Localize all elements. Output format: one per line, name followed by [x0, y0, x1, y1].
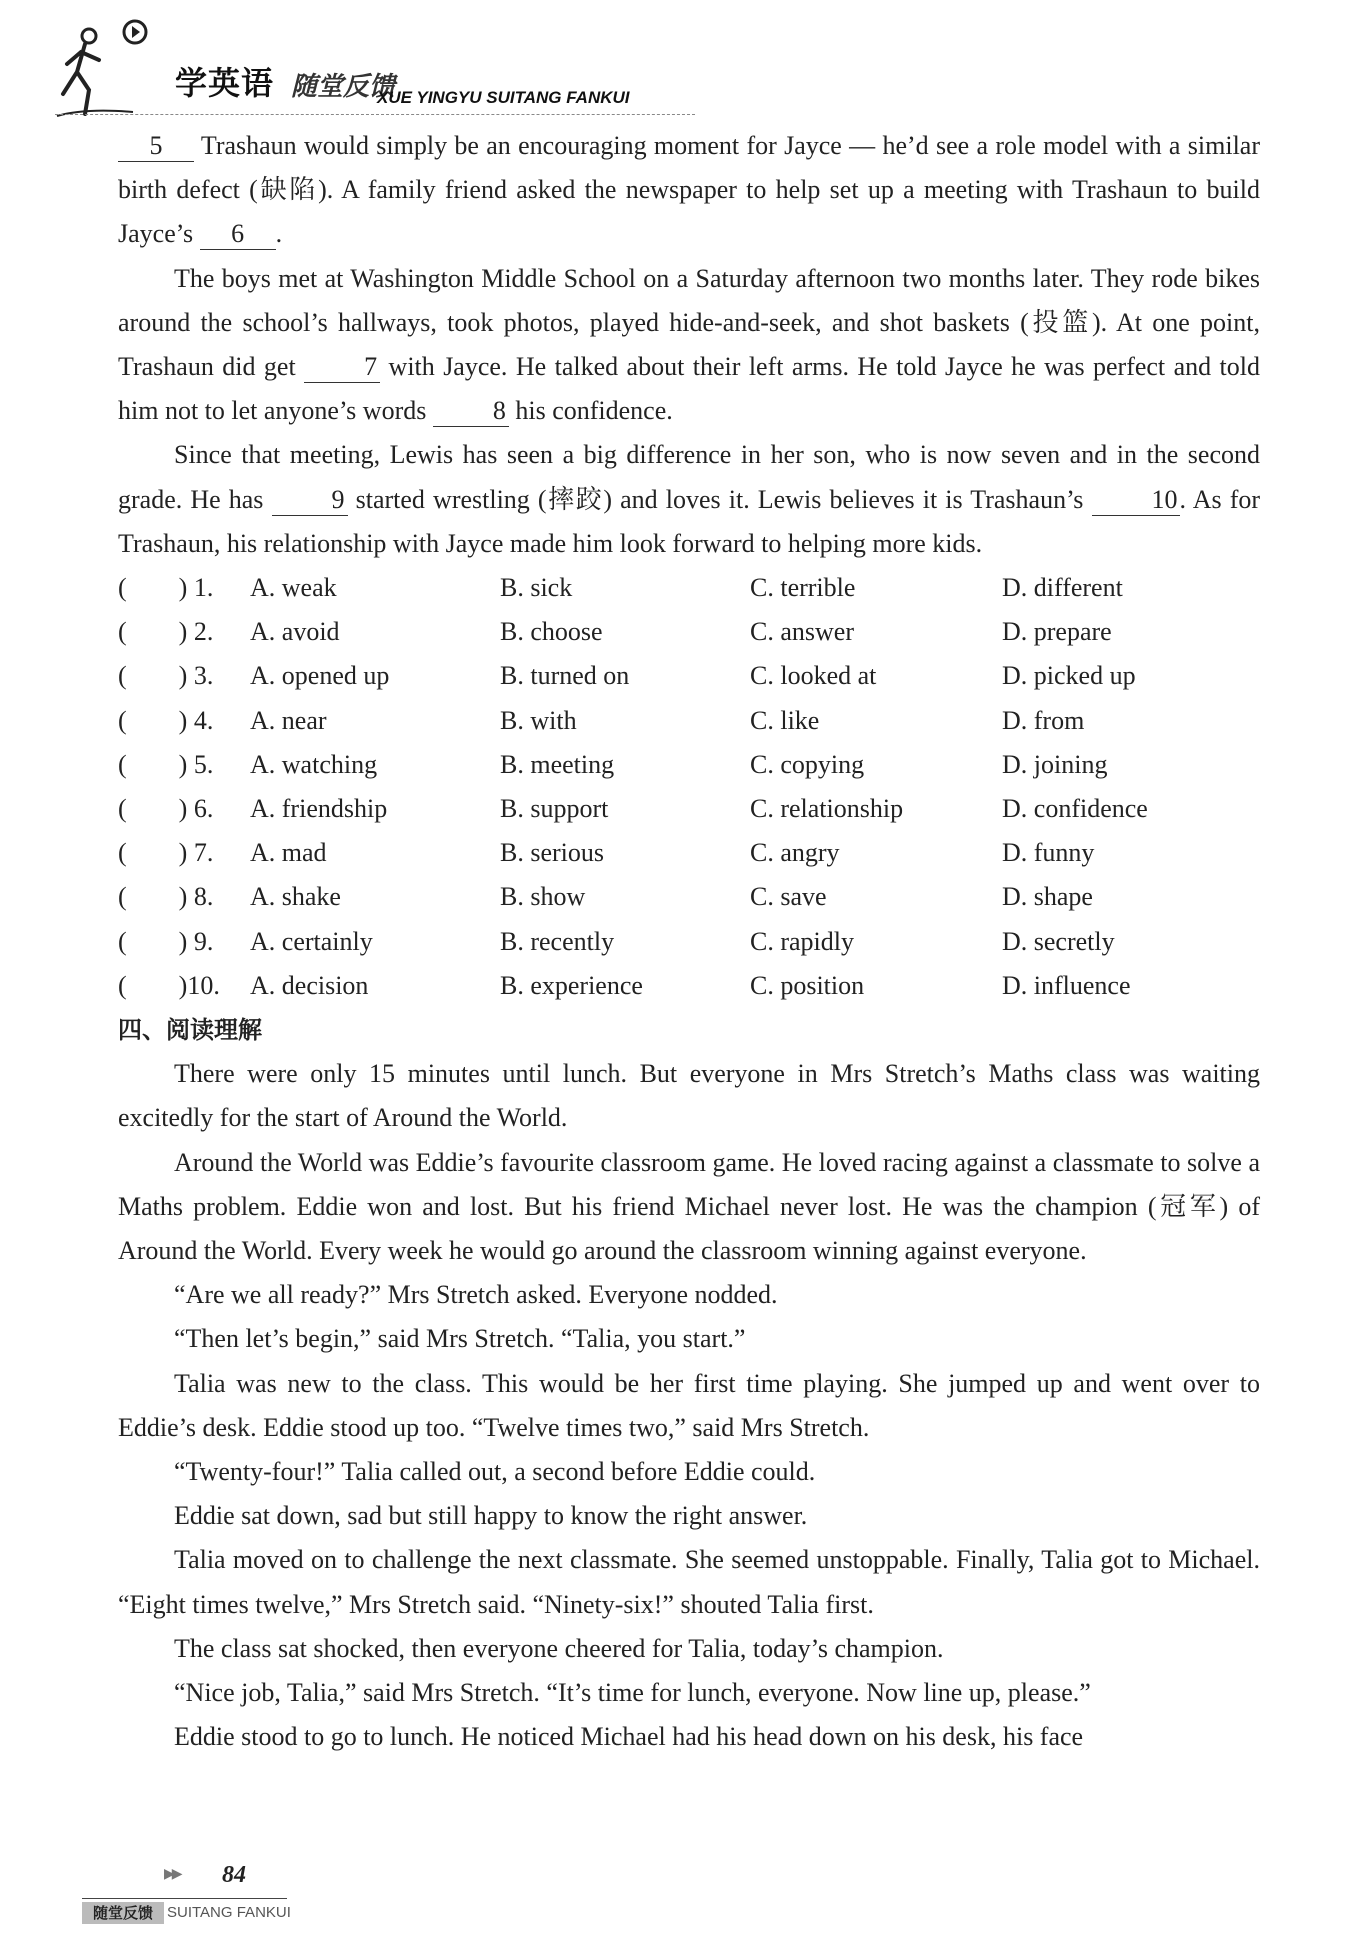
- header-title: 学英语: [175, 64, 275, 102]
- options-list: [118, 566, 1260, 1008]
- blank-8: 8: [433, 396, 509, 427]
- page-number: 84: [222, 1862, 246, 1888]
- footer-label: 随堂反馈: [82, 1902, 164, 1924]
- option-b: B. serious: [500, 838, 604, 868]
- option-d: D. influence: [1002, 970, 1131, 1000]
- option-d: D. funny: [1002, 838, 1095, 868]
- option-a: A. opened up: [250, 661, 390, 691]
- option-row: [118, 654, 1260, 698]
- option-a: A. near: [250, 705, 327, 735]
- option-a: A. avoid: [250, 617, 340, 647]
- passage-paragraph-3: [118, 433, 1260, 566]
- option-c: C. looked at: [750, 661, 877, 691]
- option-d: D. from: [1002, 705, 1085, 735]
- passage-text: .: [275, 219, 283, 249]
- question-number: ( )10.: [118, 970, 220, 1000]
- reading-paragraph: “Then let’s begin,” said Mrs Stretch. “Talia, you start.”: [174, 1324, 746, 1354]
- option-b: B. recently: [500, 926, 615, 956]
- option-b: B. meeting: [500, 749, 615, 779]
- blank-9: 9: [272, 485, 348, 516]
- passage-text: Since that meeting, Lewis has seen a big difference in her son, who is now seven and in the second grade. He has: [118, 440, 1260, 514]
- passage-text: with Jayce. He talked about their left arms. He told Jayce he was perfect and told him not to let anyone’s words: [118, 352, 1261, 426]
- option-c: C. save: [750, 882, 827, 912]
- blank-7: 7: [304, 352, 380, 383]
- option-a: A. decision: [250, 970, 369, 1000]
- option-c: C. position: [750, 970, 865, 1000]
- question-number: ( ) 3.: [118, 661, 214, 691]
- reading-paragraph: Eddie sat down, sad but still happy to know the right answer.: [174, 1501, 808, 1531]
- option-b: B. choose: [500, 617, 603, 647]
- option-row: [118, 964, 1260, 1008]
- passage-paragraph-2: [118, 257, 1260, 434]
- passage-text: Trashaun would simply be an encouraging moment for Jayce — he’d see a role model with a similar birth defect (缺陷). A family friend asked the newspaper to help set up a meeting with Trashaun to build Jayce’s: [118, 131, 1260, 249]
- question-number: ( ) 1.: [118, 573, 214, 603]
- option-a: A. friendship: [250, 793, 388, 823]
- reading-paragraph: “Twenty-four!” Talia called out, a second before Eddie could.: [174, 1456, 816, 1486]
- page-header: [55, 14, 1305, 124]
- option-c: C. answer: [750, 617, 854, 647]
- passage-paragraph-1: [118, 124, 1260, 257]
- option-c: C. rapidly: [750, 926, 854, 956]
- option-d: D. confidence: [1002, 793, 1148, 823]
- page-content: [118, 124, 1260, 1759]
- option-b: B. show: [500, 882, 586, 912]
- question-number: ( ) 9.: [118, 926, 214, 956]
- header-pinyin: XUE YINGYU SUITANG FANKUI: [377, 88, 630, 107]
- reading-paragraph: “Nice job, Talia,” said Mrs Stretch. “It’s time for lunch, everyone. Now line up, please.”: [174, 1677, 1091, 1707]
- blank-10: 10: [1092, 485, 1180, 516]
- footer-pinyin: SUITANG FANKUI: [167, 1904, 291, 1921]
- option-row: [118, 831, 1260, 875]
- question-number: ( ) 7.: [118, 838, 214, 868]
- option-c: C. copying: [750, 749, 865, 779]
- option-row: [118, 743, 1260, 787]
- option-d: D. secretly: [1002, 926, 1115, 956]
- reading-paragraph: Talia moved on to challenge the next classmate. She seemed unstoppable. Finally, Talia got to Michael. “Eight times twelve,” Mrs Stretch said. “Ninety-six!” shouted Talia first.: [118, 1545, 1260, 1619]
- option-d: D. prepare: [1002, 617, 1112, 647]
- reading-paragraph: Eddie stood to go to lunch. He noticed Michael had his head down on his desk, his face: [174, 1722, 1084, 1752]
- option-c: C. terrible: [750, 573, 856, 603]
- option-d: D. different: [1002, 573, 1123, 603]
- option-d: D. joining: [1002, 749, 1108, 779]
- option-b: B. with: [500, 705, 577, 735]
- option-b: B. turned on: [500, 661, 630, 691]
- question-number: ( ) 5.: [118, 749, 214, 779]
- header-subtitle: 随堂反馈: [291, 72, 396, 102]
- option-d: D. shape: [1002, 882, 1093, 912]
- page-footer: [82, 1862, 302, 1922]
- passage-text: The boys met at Washington Middle School on a Saturday afternoon two months later. They rode bikes around the school’s hallways, took photos, played hide-and-seek, and shot baskets (投篮). At one point, Trashaun did get: [118, 263, 1260, 382]
- option-b: B. sick: [500, 573, 573, 603]
- reading-paragraph: “Are we all ready?” Mrs Stretch asked. Everyone nodded.: [174, 1280, 778, 1310]
- passage-text: . As for Trashaun, his relationship with Jayce made him look forward to helping more kids.: [118, 484, 1261, 558]
- option-a: A. shake: [250, 882, 341, 912]
- option-c: C. angry: [750, 838, 840, 868]
- option-d: D. picked up: [1002, 661, 1136, 691]
- reading-paragraph: Talia was new to the class. This would be her first time playing. She jumped up and went over to Eddie’s desk. Eddie stood up too. “Twelve times two,” said Mrs Stretch.: [118, 1368, 1260, 1442]
- question-number: ( ) 2.: [118, 617, 214, 647]
- option-b: B. experience: [500, 970, 643, 1000]
- question-number: ( ) 8.: [118, 882, 214, 912]
- option-c: C. like: [750, 705, 820, 735]
- option-row: [118, 566, 1260, 610]
- footer-divider: [82, 1898, 287, 1899]
- play-icon: [121, 18, 149, 46]
- option-a: A. mad: [250, 838, 327, 868]
- blank-5: 5: [118, 131, 194, 162]
- option-a: A. watching: [250, 749, 378, 779]
- option-a: A. weak: [250, 573, 337, 603]
- arrow-right-icon: ▶▶: [164, 1867, 180, 1882]
- section-heading: 四、阅读理解: [118, 1015, 262, 1044]
- reading-paragraph: The class sat shocked, then everyone cheered for Talia, today’s champion.: [174, 1633, 944, 1663]
- passage-text: started wrestling (摔跤) and loves it. Lewis believes it is Trashaun’s: [347, 484, 1092, 514]
- blank-6: 6: [200, 219, 276, 250]
- option-a: A. certainly: [250, 926, 373, 956]
- option-row: [118, 787, 1260, 831]
- option-row: [118, 699, 1260, 743]
- question-number: ( ) 4.: [118, 705, 214, 735]
- passage-text: his confidence.: [508, 396, 673, 426]
- reading-paragraph: Around the World was Eddie’s favourite classroom game. He loved racing against a classmate to solve a Maths problem. Eddie won and lost. But his friend Michael never lost. He was the champion (冠军) of Around the World. Every week he would go around the classroom winning against everyone.: [118, 1147, 1260, 1265]
- option-row: [118, 875, 1260, 919]
- option-row: [118, 610, 1260, 654]
- header-divider: [55, 114, 695, 115]
- option-row: [118, 920, 1260, 964]
- option-c: C. relationship: [750, 793, 904, 823]
- reading-paragraph: There were only 15 minutes until lunch. But everyone in Mrs Stretch’s Maths class was waiting excitedly for the start of Around the World.: [118, 1059, 1260, 1133]
- question-number: ( ) 6.: [118, 793, 214, 823]
- option-b: B. support: [500, 793, 609, 823]
